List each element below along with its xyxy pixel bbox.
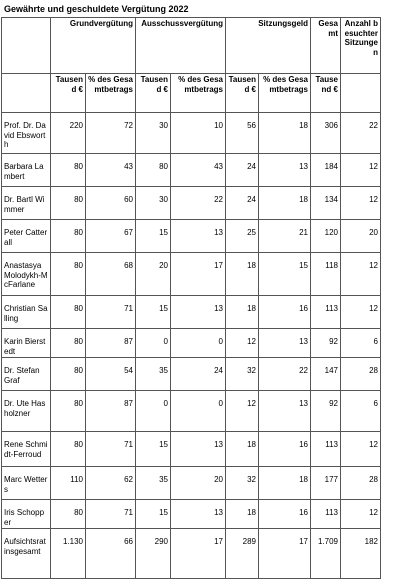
cell-ausschuss-prozent: 20 [171, 467, 226, 500]
member-name: Rene Schmidt-Ferroud [2, 432, 51, 467]
header-empty-3 [341, 74, 381, 113]
cell-ausschuss-tausend: 35 [136, 358, 171, 391]
cell-grund-tausend: 80 [51, 187, 86, 220]
cell-ausschuss-tausend: 15 [136, 296, 171, 329]
cell-anzahl-sitzungen: 6 [341, 329, 381, 358]
cell-grund-tausend: 80 [51, 296, 86, 329]
header-gesamt: Gesamt [311, 18, 341, 74]
cell-gesamt-tausend: 113 [311, 432, 341, 467]
cell-sitzung-tausend: 12 [226, 329, 259, 358]
cell-ausschuss-prozent: 0 [171, 391, 226, 432]
member-name: Prof. Dr. David Ebsworth [2, 113, 51, 154]
cell-ausschuss-tausend: 35 [136, 467, 171, 500]
header-sitzungsgeld: Sitzungsgeld [226, 18, 311, 74]
header-row-groups [2, 18, 381, 74]
cell-sitzung-prozent: 18 [259, 113, 311, 154]
total-ausschuss-tausend: 290 [136, 529, 171, 579]
cell-sitzung-prozent: 16 [259, 296, 311, 329]
member-name: Iris Schopper [2, 500, 51, 529]
cell-sitzung-prozent: 13 [259, 154, 311, 187]
total-label: Aufsichtsrat insgesamt [2, 529, 51, 579]
table-title: Gewährte und geschuldete Vergütung 2022 [4, 4, 189, 14]
cell-grund-prozent: 87 [86, 329, 136, 358]
member-name: Dr. Bartl Wimmer [2, 187, 51, 220]
cell-gesamt-tausend: 147 [311, 358, 341, 391]
total-ausschuss-prozent: 17 [171, 529, 226, 579]
cell-ausschuss-prozent: 0 [171, 329, 226, 358]
cell-anzahl-sitzungen: 12 [341, 187, 381, 220]
cell-grund-prozent: 72 [86, 113, 136, 154]
header-prozent-sitzung: % des Gesamtbetrags [259, 74, 311, 113]
member-name: Dr. Stefan Graf [2, 358, 51, 391]
cell-sitzung-tausend: 24 [226, 187, 259, 220]
cell-gesamt-tausend: 118 [311, 253, 341, 296]
cell-ausschuss-tausend: 30 [136, 187, 171, 220]
header-tausend-gesamt: Tausend € [311, 74, 341, 113]
cell-grund-tausend: 80 [51, 432, 86, 467]
member-name: Barbara Lambert [2, 154, 51, 187]
cell-anzahl-sitzungen: 12 [341, 253, 381, 296]
member-name: Marc Wetters [2, 467, 51, 500]
cell-grund-tausend: 80 [51, 253, 86, 296]
cell-grund-prozent: 60 [86, 187, 136, 220]
table-row [2, 154, 381, 187]
cell-sitzung-prozent: 15 [259, 253, 311, 296]
table-row [2, 500, 381, 529]
cell-sitzung-prozent: 18 [259, 187, 311, 220]
header-anzahl-sitzungen: Anzahl besuchter Sitzungen [341, 18, 381, 74]
cell-grund-tausend: 110 [51, 467, 86, 500]
table-row [2, 467, 381, 500]
cell-grund-tausend: 80 [51, 358, 86, 391]
table-row [2, 253, 381, 296]
total-grund-prozent: 66 [86, 529, 136, 579]
cell-sitzung-tausend: 18 [226, 253, 259, 296]
cell-gesamt-tausend: 184 [311, 154, 341, 187]
header-row-units [2, 74, 381, 113]
header-prozent-ausschuss: % des Gesamtbetrags [171, 74, 226, 113]
cell-grund-tausend: 220 [51, 113, 86, 154]
cell-gesamt-tausend: 177 [311, 467, 341, 500]
cell-grund-tausend: 80 [51, 391, 86, 432]
total-row [2, 529, 381, 579]
table-body [2, 113, 381, 579]
total-sitzung-tausend: 289 [226, 529, 259, 579]
member-name: Karin Bierstedt [2, 329, 51, 358]
cell-grund-tausend: 80 [51, 329, 86, 358]
table-row [2, 113, 381, 154]
cell-gesamt-tausend: 306 [311, 113, 341, 154]
table-row [2, 220, 381, 253]
header-prozent-grund: % des Gesamtbetrags [86, 74, 136, 113]
cell-sitzung-prozent: 18 [259, 467, 311, 500]
member-name: Peter Catterall [2, 220, 51, 253]
cell-gesamt-tausend: 113 [311, 296, 341, 329]
member-name: Dr. Ute Hasholzner [2, 391, 51, 432]
cell-grund-prozent: 62 [86, 467, 136, 500]
compensation-table [1, 17, 381, 579]
cell-gesamt-tausend: 120 [311, 220, 341, 253]
cell-ausschuss-prozent: 24 [171, 358, 226, 391]
cell-grund-prozent: 87 [86, 391, 136, 432]
cell-ausschuss-prozent: 13 [171, 500, 226, 529]
cell-gesamt-tausend: 134 [311, 187, 341, 220]
cell-sitzung-tausend: 12 [226, 391, 259, 432]
total-anzahl-sitzungen: 182 [341, 529, 381, 579]
cell-grund-tausend: 80 [51, 154, 86, 187]
cell-ausschuss-tausend: 20 [136, 253, 171, 296]
cell-ausschuss-tausend: 15 [136, 500, 171, 529]
cell-anzahl-sitzungen: 20 [341, 220, 381, 253]
cell-grund-prozent: 71 [86, 432, 136, 467]
cell-anzahl-sitzungen: 6 [341, 391, 381, 432]
cell-grund-prozent: 68 [86, 253, 136, 296]
table-row [2, 187, 381, 220]
cell-sitzung-prozent: 13 [259, 329, 311, 358]
header-tausend-ausschuss: Tausend € [136, 74, 171, 113]
cell-grund-tausend: 80 [51, 500, 86, 529]
cell-anzahl-sitzungen: 12 [341, 500, 381, 529]
cell-ausschuss-prozent: 17 [171, 253, 226, 296]
cell-anzahl-sitzungen: 28 [341, 467, 381, 500]
cell-gesamt-tausend: 92 [311, 329, 341, 358]
cell-sitzung-tausend: 18 [226, 296, 259, 329]
cell-sitzung-tausend: 24 [226, 154, 259, 187]
cell-ausschuss-prozent: 10 [171, 113, 226, 154]
cell-grund-tausend: 80 [51, 220, 86, 253]
cell-sitzung-prozent: 21 [259, 220, 311, 253]
cell-sitzung-prozent: 22 [259, 358, 311, 391]
cell-ausschuss-tausend: 15 [136, 432, 171, 467]
header-tausend-sitzung: Tausend € [226, 74, 259, 113]
cell-ausschuss-prozent: 13 [171, 296, 226, 329]
cell-sitzung-tausend: 18 [226, 432, 259, 467]
cell-ausschuss-tausend: 0 [136, 329, 171, 358]
header-ausschussverguetung: Ausschussvergütung [136, 18, 226, 74]
cell-ausschuss-prozent: 22 [171, 187, 226, 220]
member-name: Christian Salling [2, 296, 51, 329]
cell-sitzung-prozent: 16 [259, 500, 311, 529]
cell-anzahl-sitzungen: 12 [341, 296, 381, 329]
cell-ausschuss-prozent: 13 [171, 220, 226, 253]
total-grund-tausend: 1.130 [51, 529, 86, 579]
table-row [2, 391, 381, 432]
cell-ausschuss-tausend: 0 [136, 391, 171, 432]
total-gesamt-tausend: 1.709 [311, 529, 341, 579]
cell-sitzung-tausend: 32 [226, 467, 259, 500]
cell-grund-prozent: 67 [86, 220, 136, 253]
cell-anzahl-sitzungen: 12 [341, 432, 381, 467]
cell-sitzung-tausend: 18 [226, 500, 259, 529]
cell-gesamt-tausend: 113 [311, 500, 341, 529]
cell-sitzung-tausend: 56 [226, 113, 259, 154]
cell-grund-prozent: 54 [86, 358, 136, 391]
cell-ausschuss-tausend: 80 [136, 154, 171, 187]
cell-grund-prozent: 43 [86, 154, 136, 187]
cell-sitzung-prozent: 13 [259, 391, 311, 432]
total-sitzung-prozent: 17 [259, 529, 311, 579]
header-empty-2 [2, 74, 51, 113]
table-row [2, 329, 381, 358]
cell-ausschuss-prozent: 13 [171, 432, 226, 467]
cell-anzahl-sitzungen: 12 [341, 154, 381, 187]
cell-sitzung-tausend: 25 [226, 220, 259, 253]
table-row [2, 296, 381, 329]
member-name: Anastasya Molodykh-McFarlane [2, 253, 51, 296]
table-row [2, 432, 381, 467]
cell-ausschuss-tausend: 30 [136, 113, 171, 154]
cell-sitzung-prozent: 16 [259, 432, 311, 467]
header-empty [2, 18, 51, 74]
cell-grund-prozent: 71 [86, 500, 136, 529]
header-grundverguetung: Grundvergütung [51, 18, 136, 74]
cell-sitzung-tausend: 32 [226, 358, 259, 391]
cell-anzahl-sitzungen: 22 [341, 113, 381, 154]
cell-ausschuss-tausend: 15 [136, 220, 171, 253]
cell-grund-prozent: 71 [86, 296, 136, 329]
cell-ausschuss-prozent: 43 [171, 154, 226, 187]
cell-gesamt-tausend: 92 [311, 391, 341, 432]
header-tausend-grund: Tausend € [51, 74, 86, 113]
cell-anzahl-sitzungen: 28 [341, 358, 381, 391]
table-row [2, 358, 381, 391]
